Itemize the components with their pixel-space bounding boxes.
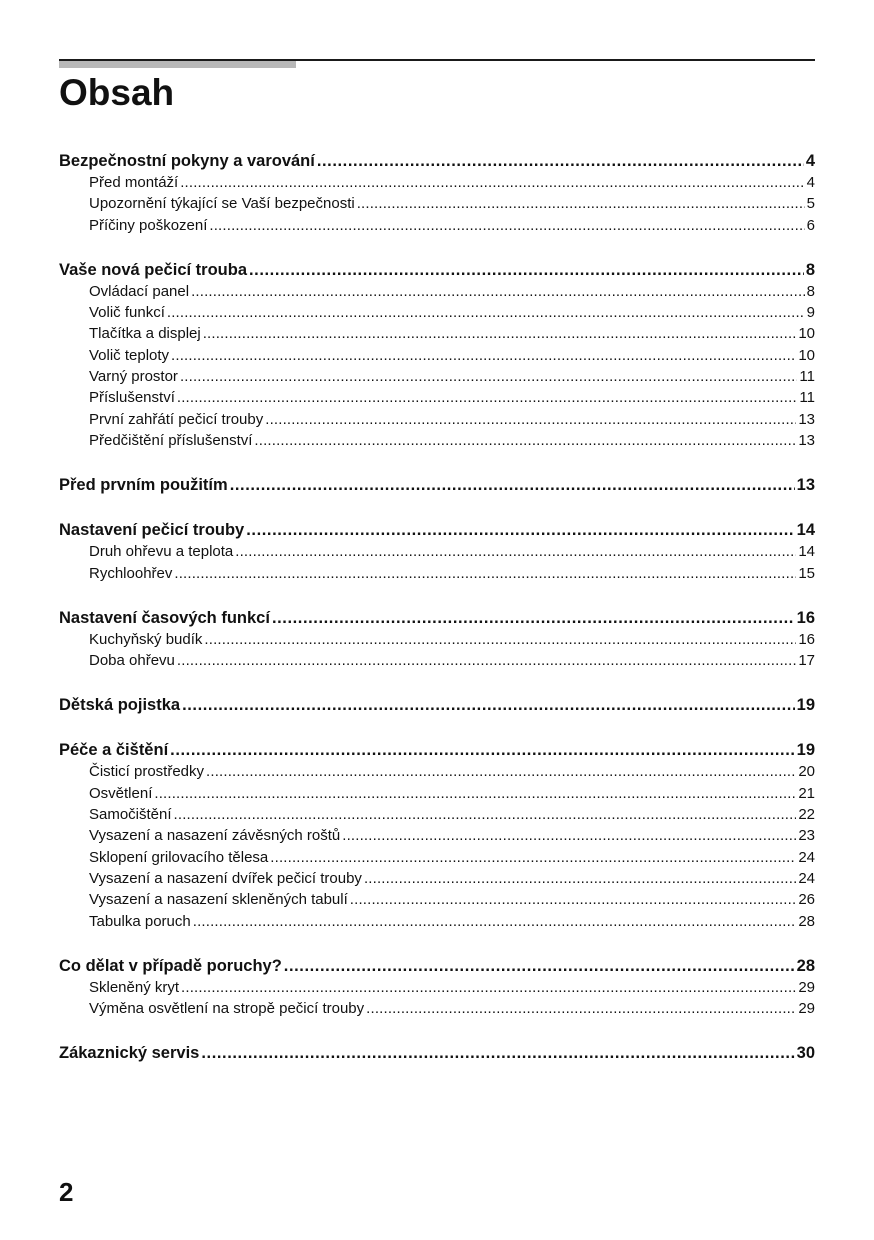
dot-leader — [350, 889, 797, 910]
toc-entry[interactable] — [59, 323, 815, 344]
toc-entry-page: 4 — [806, 174, 815, 191]
toc-entry-page: 6 — [806, 216, 815, 234]
toc-entry[interactable] — [59, 804, 815, 825]
toc-entry-page: 21 — [798, 784, 815, 802]
toc-entry-label: Předčištění příslušenství — [89, 431, 253, 449]
dot-leader — [180, 172, 804, 193]
toc-entry[interactable] — [59, 911, 815, 932]
dot-leader — [182, 694, 795, 716]
toc-heading[interactable] — [59, 259, 815, 281]
dot-leader — [203, 323, 797, 344]
toc-entry-label: Doba ohřevu — [89, 652, 175, 670]
dot-leader — [254, 430, 796, 451]
toc-heading-label: Co dělat v případě poruchy? — [59, 956, 282, 975]
toc-entry-page: 20 — [798, 763, 815, 781]
toc-entry-page: 5 — [806, 195, 815, 213]
toc-heading-page: 16 — [796, 608, 815, 627]
toc-heading-label: Nastavení pečicí trouby — [59, 521, 245, 540]
toc-entry-label: Příslušenství — [89, 389, 175, 407]
toc-entry[interactable] — [59, 563, 815, 584]
toc-entry-label: První zahřátí pečicí trouby — [89, 410, 264, 428]
toc-section — [59, 955, 815, 1020]
toc-entry-label: Osvětlení — [89, 784, 153, 802]
toc-entry-page: 29 — [798, 1000, 815, 1018]
toc-heading-page: 4 — [805, 152, 815, 170]
toc-entry-page: 14 — [798, 543, 815, 561]
toc-heading[interactable] — [59, 1042, 815, 1064]
dot-leader — [342, 825, 796, 846]
toc-entry-label: Tlačítka a displej — [89, 325, 201, 343]
toc-entry-label: Volič teploty — [89, 346, 170, 364]
toc-heading[interactable] — [59, 150, 815, 172]
toc-heading-label: Zákaznický servis — [59, 1044, 200, 1063]
toc-entry-page: 28 — [798, 912, 815, 930]
dot-leader — [206, 761, 796, 782]
toc-heading-page: 8 — [805, 260, 815, 279]
toc-entry-label: Výměna osvětlení na stropě pečicí trouby — [89, 1000, 365, 1018]
toc-entry[interactable] — [59, 409, 815, 430]
toc-entry[interactable] — [59, 761, 815, 782]
dot-leader — [357, 193, 805, 214]
toc-section — [59, 259, 815, 451]
toc-heading-page: 30 — [796, 1044, 815, 1063]
toc-entry-label: Čisticí prostředky — [89, 763, 205, 781]
header-accent-bar — [59, 61, 296, 68]
toc-heading-label: Vaše nová pečicí trouba — [59, 260, 247, 279]
toc-entry[interactable] — [59, 345, 815, 366]
dot-leader — [181, 977, 796, 998]
toc-entry-label: Upozornění týkající se Vaší bezpečnosti — [89, 195, 355, 213]
toc-heading-page: 14 — [796, 521, 815, 540]
toc-heading[interactable] — [59, 607, 815, 629]
toc-heading[interactable] — [59, 739, 815, 761]
dot-leader — [154, 783, 796, 804]
toc-heading-page: 19 — [796, 696, 815, 715]
toc-entry-page: 11 — [799, 368, 815, 386]
toc-entry-page: 13 — [798, 431, 815, 449]
toc-entry-page: 8 — [806, 282, 815, 300]
dot-leader — [284, 955, 795, 977]
toc-heading[interactable] — [59, 694, 815, 716]
dot-leader — [209, 215, 804, 236]
toc-entry[interactable] — [59, 366, 815, 387]
toc-entry-label: Tabulka poruch — [89, 912, 191, 930]
page-number: 2 — [59, 1177, 74, 1207]
dot-leader — [191, 281, 805, 302]
toc-heading-label: Bezpečnostní pokyny a varování — [59, 152, 315, 170]
toc-entry[interactable] — [59, 387, 815, 408]
dot-leader — [364, 868, 796, 889]
toc-entry[interactable] — [59, 977, 815, 998]
toc-entry[interactable] — [59, 998, 815, 1019]
dot-leader — [177, 650, 796, 671]
toc-entry-page: 16 — [798, 630, 815, 648]
dot-leader — [170, 739, 794, 761]
toc-heading-label: Péče a čištění — [59, 741, 169, 760]
toc-heading-label: Před prvním použitím — [59, 476, 228, 495]
toc-entry-label: Skleněný kryt — [89, 978, 180, 996]
toc-entry[interactable] — [59, 541, 815, 562]
toc-entry-label: Volič funkcí — [89, 304, 165, 322]
dot-leader — [366, 998, 796, 1019]
toc-entry-page: 22 — [798, 806, 815, 824]
toc-entry[interactable] — [59, 629, 815, 650]
toc-entry-label: Varný prostor — [89, 368, 178, 386]
dot-leader — [180, 366, 797, 387]
toc-entry-page: 29 — [798, 978, 815, 996]
toc-entry[interactable] — [59, 281, 815, 302]
toc-section — [59, 607, 815, 672]
toc-heading-page: 28 — [796, 956, 815, 975]
toc-entry-page: 10 — [798, 346, 815, 364]
toc-entry[interactable] — [59, 650, 815, 671]
toc-entry-label: Samočištění — [89, 806, 172, 824]
dot-leader — [193, 911, 797, 932]
toc-entry-page: 13 — [798, 410, 815, 428]
page-title: Obsah — [59, 72, 175, 113]
dot-leader — [174, 563, 796, 584]
dot-leader — [230, 474, 795, 496]
toc-entry[interactable] — [59, 302, 815, 323]
toc-entry-label: Kuchyňský budík — [89, 630, 203, 648]
dot-leader — [317, 150, 804, 172]
toc-heading-label: Dětská pojistka — [59, 696, 181, 715]
dot-leader — [272, 607, 795, 629]
toc-section — [59, 1042, 815, 1064]
toc-heading-page: 19 — [796, 741, 815, 760]
toc-heading-page: 13 — [796, 476, 815, 495]
toc-section — [59, 694, 815, 716]
toc-entry-label: Vysazení a nasazení závěsných roštů — [89, 827, 341, 845]
dot-leader — [167, 302, 805, 323]
toc-section — [59, 150, 815, 236]
toc-entry-label: Vysazení a nasazení dvířek pečicí trouby — [89, 869, 362, 887]
toc-entry-page: 23 — [798, 827, 815, 845]
toc-entry[interactable] — [59, 193, 815, 214]
table-of-contents — [59, 150, 815, 1087]
toc-entry-page: 17 — [798, 652, 815, 670]
toc-heading-label: Nastavení časových funkcí — [59, 608, 270, 627]
dot-leader — [246, 519, 794, 541]
toc-entry-label: Příčiny poškození — [89, 216, 208, 234]
toc-entry[interactable] — [59, 172, 815, 193]
dot-leader — [171, 345, 796, 366]
toc-entry-page: 24 — [798, 869, 815, 887]
toc-entry-label: Rychloohřev — [89, 564, 173, 582]
toc-heading[interactable] — [59, 955, 815, 977]
dot-leader — [204, 629, 796, 650]
toc-entry-page: 11 — [799, 389, 815, 407]
toc-entry[interactable] — [59, 847, 815, 868]
dot-leader — [235, 541, 796, 562]
toc-heading[interactable] — [59, 519, 815, 541]
toc-section — [59, 739, 815, 931]
dot-leader — [270, 847, 796, 868]
toc-entry[interactable] — [59, 889, 815, 910]
toc-entry[interactable] — [59, 783, 815, 804]
toc-entry-page: 10 — [798, 325, 815, 343]
dot-leader — [249, 259, 804, 281]
toc-entry-page: 26 — [798, 891, 815, 909]
toc-entry-label: Ovládací panel — [89, 282, 190, 300]
toc-entry-label: Před montáží — [89, 174, 179, 191]
toc-heading[interactable] — [59, 474, 815, 496]
dot-leader — [201, 1042, 794, 1064]
toc-entry-page: 15 — [798, 564, 815, 582]
toc-entry[interactable] — [59, 868, 815, 889]
toc-section — [59, 474, 815, 496]
toc-entry-label: Vysazení a nasazení skleněných tabulí — [89, 891, 348, 909]
toc-entry-page: 24 — [798, 848, 815, 866]
dot-leader — [177, 387, 798, 408]
dot-leader — [174, 804, 797, 825]
toc-section — [59, 519, 815, 584]
toc-entry[interactable] — [59, 215, 815, 236]
toc-entry-label: Druh ohřevu a teplota — [89, 543, 234, 561]
toc-entry-label: Sklopení grilovacího tělesa — [89, 848, 269, 866]
dot-leader — [265, 409, 796, 430]
toc-entry[interactable] — [59, 430, 815, 451]
toc-entry-page: 9 — [806, 304, 815, 322]
toc-entry[interactable] — [59, 825, 815, 846]
